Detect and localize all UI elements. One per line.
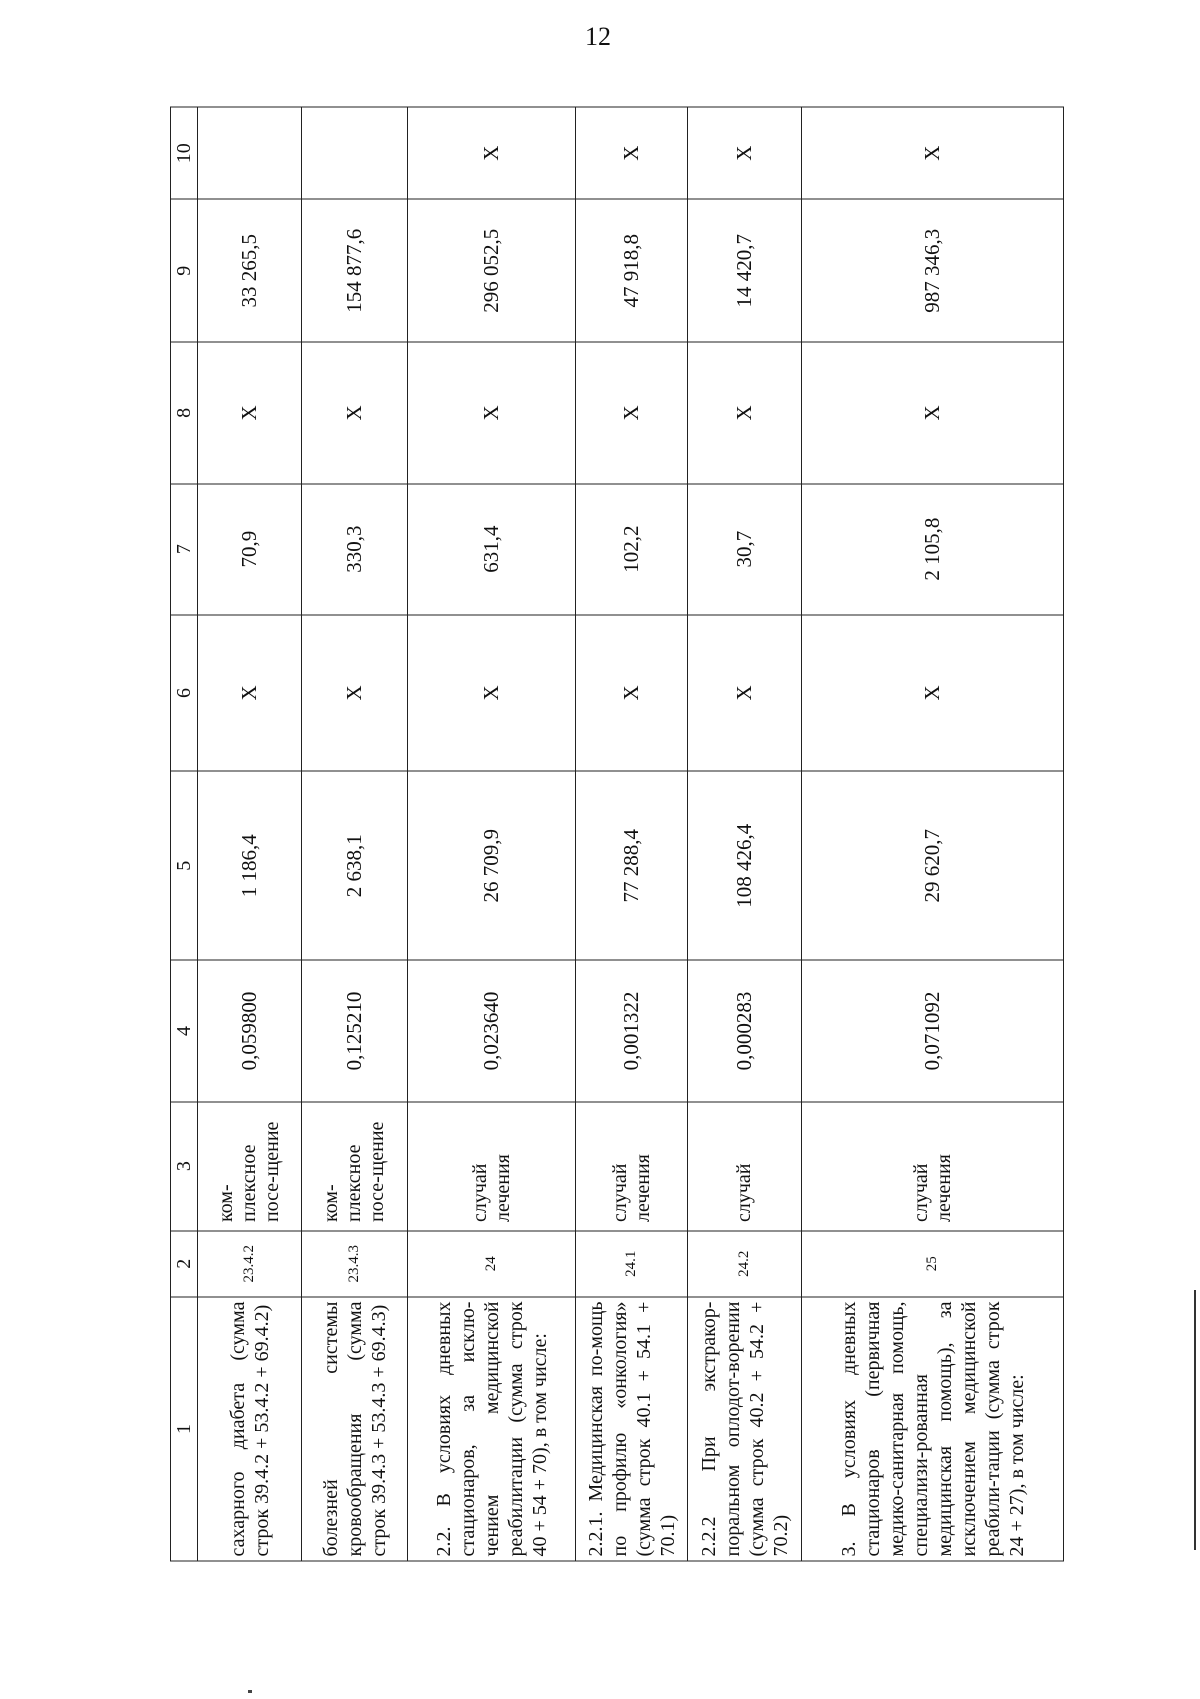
value-cell: 102,2: [576, 484, 688, 615]
value-cell: 108 426,4: [688, 771, 802, 960]
column-header: 4: [171, 960, 198, 1102]
value-cell: Х: [802, 342, 1064, 484]
value-cell: Х: [576, 107, 688, 199]
value-cell: Х: [688, 107, 802, 199]
value-cell: Х: [408, 342, 576, 484]
column-header: 8: [171, 342, 198, 484]
row-number: 23.4.2: [198, 1231, 302, 1298]
value-cell: 77 288,4: [576, 771, 688, 960]
unit-cell: случай: [688, 1102, 802, 1231]
value-cell: 30,7: [688, 484, 802, 615]
table-row: [302, 107, 408, 1561]
column-header: 6: [171, 615, 198, 772]
value-cell: 0,000283: [688, 960, 802, 1102]
column-header: 7: [171, 484, 198, 615]
value-cell: 2 638,1: [302, 771, 408, 960]
page-number: 12: [585, 22, 611, 51]
value-cell: 154 877,6: [302, 199, 408, 342]
value-cell: 0,059800: [198, 960, 302, 1102]
row-description: 2.2.2 При экстракор-поральном оплодот-ворении (сумма строк 40.2 + 54.2 + 70.2): [688, 1297, 802, 1561]
value-cell: 70,9: [198, 484, 302, 615]
unit-cell: случай лечения: [576, 1102, 688, 1231]
table-row: [688, 107, 802, 1561]
row-description: 2.2. В условиях дневных стационаров, за исклю-чением медицинской реабилитации (сумма строк 40 + 54 + 70), в том числе:: [408, 1297, 576, 1561]
value-cell: Х: [802, 615, 1064, 772]
scan-edge-line: [1194, 1290, 1196, 1550]
column-header: 10: [171, 107, 198, 199]
column-header: 3: [171, 1102, 198, 1231]
row-number: 24.1: [576, 1231, 688, 1298]
column-header: 9: [171, 199, 198, 342]
value-cell: 2 105,8: [802, 484, 1064, 615]
value-cell: 29 620,7: [802, 771, 1064, 960]
unit-cell: ком-плексное посе-щение: [198, 1102, 302, 1231]
row-description: болезней системы кровообращения (сумма строк 39.4.3 + 53.4.3 + 69.4.3): [302, 1297, 408, 1561]
value-cell: 14 420,7: [688, 199, 802, 342]
value-cell: 0,001322: [576, 960, 688, 1102]
table-row: [408, 107, 576, 1561]
row-number: 23.4.3: [302, 1231, 408, 1298]
value-cell: Х: [198, 615, 302, 772]
value-cell: Х: [302, 615, 408, 772]
table-row: [198, 107, 302, 1561]
scan-artifact: [248, 1690, 252, 1693]
data-table: [170, 107, 1064, 1562]
value-cell: Х: [408, 615, 576, 772]
value-cell: 330,3: [302, 484, 408, 615]
row-number: 24.2: [688, 1231, 802, 1298]
row-description: 2.2.1. Медицинская по-мощь по профилю «онкология» (сумма строк 40.1 + 54.1 + 70.1): [576, 1297, 688, 1561]
column-header: 5: [171, 771, 198, 960]
value-cell: 26 709,9: [408, 771, 576, 960]
table-row: [576, 107, 688, 1561]
row-description: 3. В условиях дневных стационаров (первичная медико-санитарная помощь, специализи-рованная медицинская помощь), за исключением медицинской реабили-тации (сумма строк 24 + 27), в том числе:: [802, 1297, 1064, 1561]
column-header: 2: [171, 1231, 198, 1298]
value-cell: 296 052,5: [408, 199, 576, 342]
column-header: 1: [171, 1297, 198, 1561]
table-row: [802, 107, 1064, 1561]
value-cell: 33 265,5: [198, 199, 302, 342]
table-header-row: [171, 107, 198, 1561]
rotated-table-container: [170, 107, 1062, 1562]
value-cell: 0,125210: [302, 960, 408, 1102]
value-cell: Х: [302, 342, 408, 484]
value-cell: Х: [198, 342, 302, 484]
unit-cell: случай лечения: [802, 1102, 1064, 1231]
row-description: сахарного диабета (сумма строк 39.4.2 + 53.4.2 + 69.4.2): [198, 1297, 302, 1561]
value-cell: [302, 107, 408, 199]
value-cell: 0,023640: [408, 960, 576, 1102]
value-cell: 631,4: [408, 484, 576, 615]
row-number: 24: [408, 1231, 576, 1298]
value-cell: 987 346,3: [802, 199, 1064, 342]
unit-cell: ком-плексное посе-щение: [302, 1102, 408, 1231]
value-cell: Х: [688, 615, 802, 772]
unit-cell: случай лечения: [408, 1102, 576, 1231]
value-cell: 1 186,4: [198, 771, 302, 960]
row-number: 25: [802, 1231, 1064, 1298]
value-cell: Х: [576, 615, 688, 772]
value-cell: 47 918,8: [576, 199, 688, 342]
value-cell: [198, 107, 302, 199]
value-cell: Х: [408, 107, 576, 199]
value-cell: 0,071092: [802, 960, 1064, 1102]
value-cell: Х: [688, 342, 802, 484]
value-cell: Х: [576, 342, 688, 484]
value-cell: Х: [802, 107, 1064, 199]
